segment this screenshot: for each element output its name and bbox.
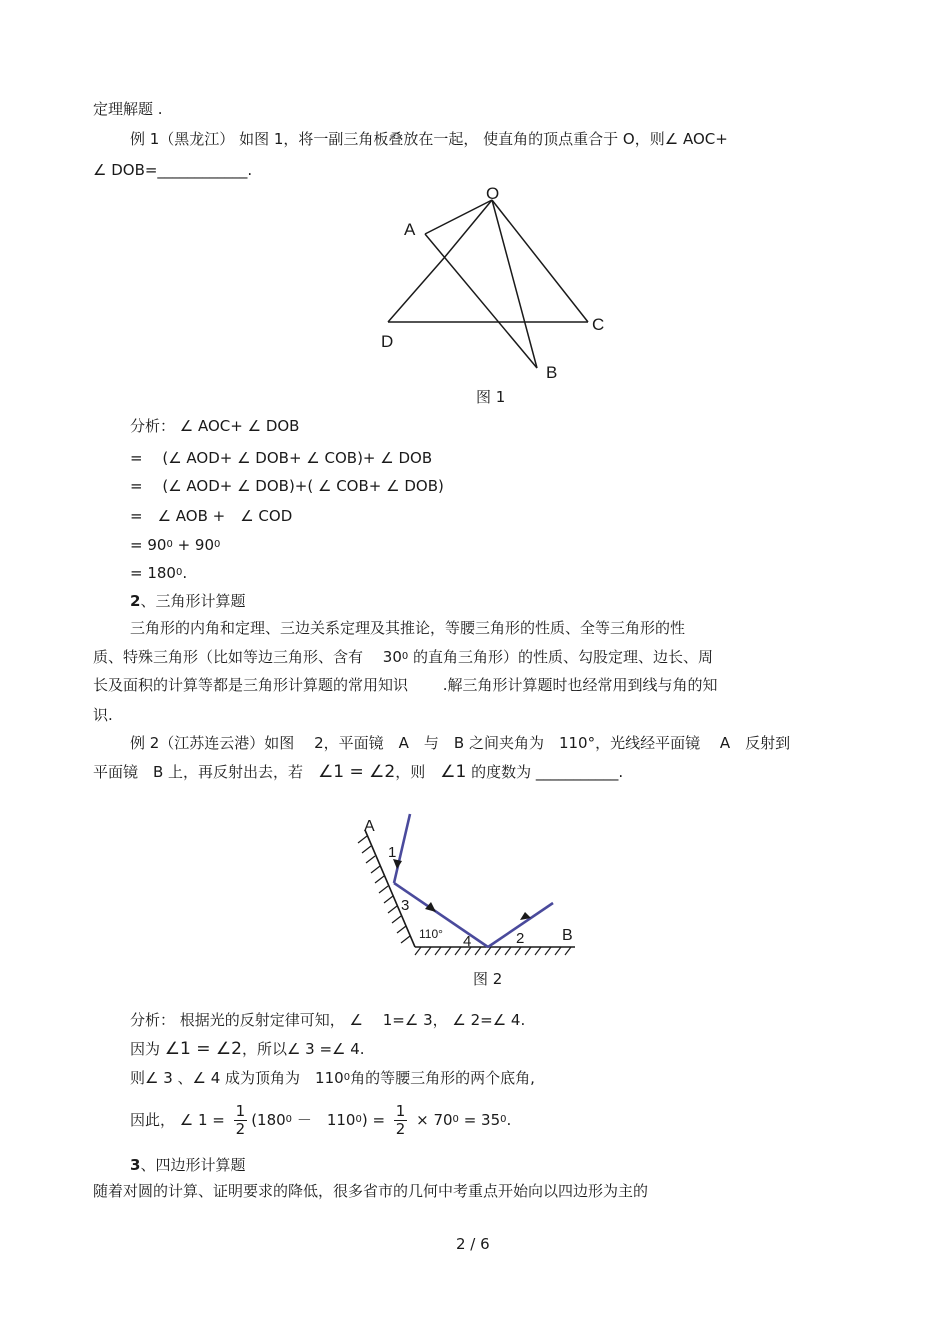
degree-sup: 0 bbox=[452, 1114, 459, 1125]
label-O: O bbox=[486, 184, 500, 203]
text: × 70 bbox=[411, 1111, 453, 1129]
label-C: C bbox=[592, 315, 605, 334]
heading-text: 、三角形计算题 bbox=[140, 592, 246, 610]
label-B: B bbox=[562, 927, 573, 944]
example1-line2: ∠ DOB=____________. bbox=[93, 161, 253, 179]
example1-line1: 例 1（黑龙江） 如图 1，将一副三角板叠放在一起， 使直角的顶点重合于 O，则∠ AOC+ bbox=[130, 130, 728, 148]
text: 因为 bbox=[130, 1040, 165, 1058]
text: － 110 bbox=[292, 1111, 356, 1129]
fraction-denominator: 2 bbox=[235, 1120, 246, 1138]
figure1-caption: 图 1 bbox=[476, 388, 506, 406]
label-1: 1 bbox=[388, 844, 397, 861]
degree-sup: 0 bbox=[214, 539, 221, 550]
degree-sup: 0 bbox=[343, 1072, 351, 1083]
angle-equation: ∠1 = ∠2 bbox=[164, 1039, 242, 1059]
analysis1-line5 bbox=[130, 535, 220, 558]
analysis2-line4 bbox=[130, 1102, 511, 1141]
text: 质、特殊三角形（比如等边三角形、含有 30 bbox=[93, 648, 402, 666]
section3-paragraph-line: 随着对圆的计算、证明要求的降低，很多省市的几何中考重点开始向以四边形为主的 bbox=[93, 1182, 649, 1200]
text: 因此， ∠ 1 = bbox=[130, 1111, 230, 1129]
label-D: D bbox=[381, 332, 394, 351]
example2-line2 bbox=[93, 762, 623, 782]
text: + 90 bbox=[172, 536, 215, 554]
text-line: 定理解题 . bbox=[93, 100, 163, 118]
figure1-diagram bbox=[370, 182, 620, 382]
page-number: 2 / 6 bbox=[456, 1235, 490, 1253]
text: ) = bbox=[361, 1111, 390, 1129]
fraction-numerator: 1 bbox=[235, 1102, 246, 1120]
segment-apex-O-side bbox=[444, 200, 492, 258]
text: 则∠ 3 、∠ 4 成为顶角为 110 bbox=[130, 1069, 344, 1087]
fraction bbox=[394, 1103, 408, 1138]
heading-text: 、四边形计算题 bbox=[140, 1156, 246, 1174]
arrow-icon bbox=[425, 902, 436, 912]
label-B: B bbox=[546, 363, 558, 382]
text: . bbox=[182, 564, 188, 582]
section2-paragraph-line: 长及面积的计算等都是三角形计算题的常用知识 .解三角形计算题时也经常用到线与角的知 bbox=[93, 676, 718, 694]
figure2-diagram bbox=[355, 810, 590, 960]
analysis2-line2 bbox=[130, 1039, 365, 1059]
fraction-numerator: 1 bbox=[395, 1102, 406, 1120]
label-angle-110: 110° bbox=[419, 927, 443, 941]
text: 角的等腰三角形的两个底角, bbox=[350, 1069, 535, 1087]
degree-sup: 0 bbox=[355, 1114, 362, 1125]
text: 平面镜 B 上，再反射出去，若 bbox=[93, 763, 319, 781]
angle-equation: ∠1 = ∠2 bbox=[318, 762, 396, 782]
analysis1-line6 bbox=[130, 563, 187, 586]
text: (180 bbox=[251, 1111, 286, 1129]
text: = 180 bbox=[130, 564, 176, 582]
analysis1-line4: = ∠ AOB + ∠ COD bbox=[130, 507, 293, 525]
segment-AO bbox=[425, 200, 492, 234]
degree-sup: 0 bbox=[401, 651, 409, 662]
section2-paragraph-line bbox=[93, 647, 713, 670]
fraction-denominator: 2 bbox=[395, 1120, 406, 1138]
text: . bbox=[506, 1111, 512, 1129]
figure2-caption: 图 2 bbox=[473, 970, 503, 988]
section2-paragraph-line: 三角形的内角和定理、三边关系定理及其推论，等腰三角形的性质、全等三角形的性 bbox=[130, 619, 686, 637]
text: = 90 bbox=[130, 536, 167, 554]
section2-paragraph-line: 识. bbox=[93, 706, 113, 724]
text: ，所以∠ 3 =∠ 4. bbox=[241, 1040, 365, 1058]
analysis1-line2: = (∠ AOD+ ∠ DOB+ ∠ COB)+ ∠ DOB bbox=[130, 449, 433, 467]
fraction bbox=[234, 1103, 248, 1138]
angle-1: ∠1 bbox=[440, 762, 467, 782]
section2-heading bbox=[130, 591, 245, 611]
label-3: 3 bbox=[401, 897, 410, 914]
degree-sup: 0 bbox=[285, 1114, 293, 1125]
analysis2-line1: 分析： 根据光的反射定律可知， ∠ 1=∠ 3， ∠ 2=∠ 4. bbox=[130, 1011, 526, 1029]
analysis1-line3: = (∠ AOD+ ∠ DOB)+( ∠ COB+ ∠ DOB) bbox=[130, 477, 444, 495]
heading-number: 2 bbox=[130, 592, 141, 610]
label-2: 2 bbox=[516, 930, 525, 947]
degree-sup: 0 bbox=[500, 1114, 507, 1125]
segment-D-apex bbox=[388, 258, 444, 322]
text: 的直角三角形）的性质、勾股定理、边长、周 bbox=[408, 648, 714, 666]
example2-line1: 例 2（江苏连云港）如图 2，平面镜 A 与 B 之间夹角为 110°，光线经平面镜 A 反射到 bbox=[130, 734, 791, 752]
analysis1-line1: 分析： ∠ AOC+ ∠ DOB bbox=[130, 417, 300, 435]
analysis2-line3 bbox=[130, 1068, 535, 1091]
text: 的度数为 ___________. bbox=[466, 763, 624, 781]
label-A: A bbox=[404, 220, 416, 239]
degree-sup: 0 bbox=[175, 567, 183, 578]
heading-number: 3 bbox=[130, 1156, 141, 1174]
section3-heading bbox=[130, 1155, 245, 1175]
degree-sup: 0 bbox=[166, 539, 173, 550]
label-4: 4 bbox=[463, 933, 472, 950]
segment-AB bbox=[425, 234, 537, 368]
text: ，则 bbox=[395, 763, 441, 781]
segment-OB bbox=[492, 200, 537, 368]
segment-OC bbox=[492, 200, 588, 322]
label-A: A bbox=[364, 818, 375, 835]
text: = 35 bbox=[458, 1111, 501, 1129]
light-ray-incoming bbox=[394, 814, 410, 883]
